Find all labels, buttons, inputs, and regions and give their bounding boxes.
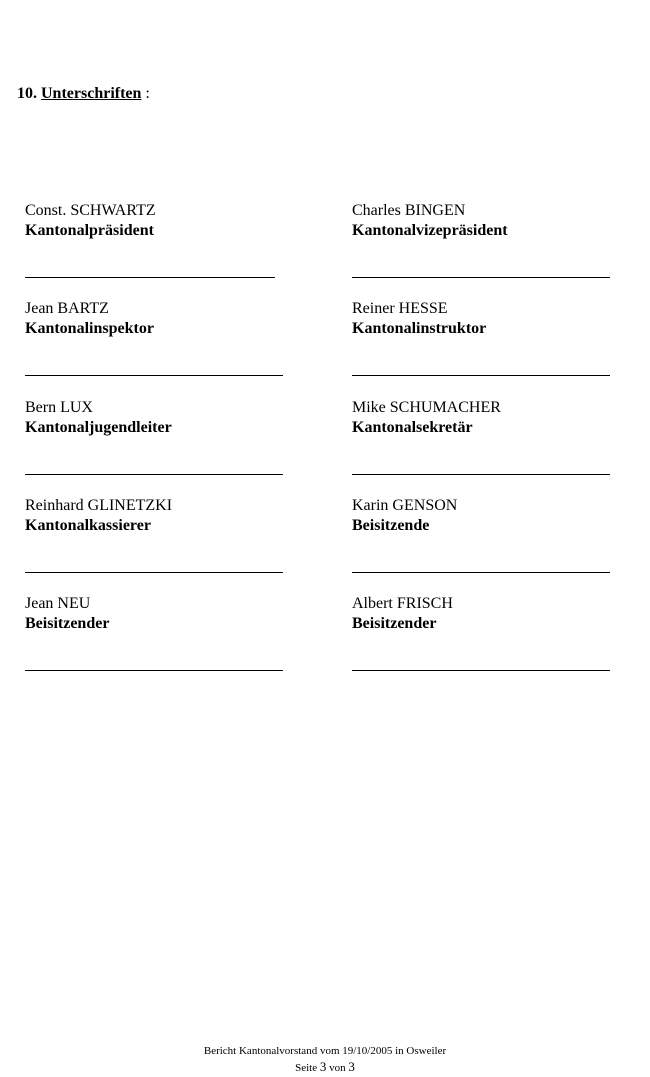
signatory-block <box>352 299 622 339</box>
signatory-name: Bern LUX <box>25 399 93 416</box>
signatory-block <box>25 496 295 536</box>
section-number: 10. <box>17 85 37 102</box>
signatory-block <box>25 201 295 241</box>
signature-line <box>25 474 283 475</box>
signatory-role: Kantonalsekretär <box>352 419 473 436</box>
footer-report-line: Bericht Kantonalvorstand vom 19/10/2005 in Osweiler <box>203 1045 447 1057</box>
signatory-name: Karin GENSON <box>352 497 458 514</box>
signature-line <box>352 670 610 671</box>
signature-line <box>25 375 283 376</box>
signatory-block <box>352 594 622 634</box>
signatory-name: Const. SCHWARTZ <box>25 202 156 219</box>
signatory-role: Kantonalkassierer <box>25 517 151 534</box>
signatory-role: Kantonalinspektor <box>25 320 154 337</box>
signatory-name: Jean BARTZ <box>25 300 109 317</box>
section-suffix: : <box>141 85 150 102</box>
signatory-block <box>25 299 295 339</box>
signatory-block <box>352 201 622 241</box>
signatory-role: Kantonalinstruktor <box>352 320 487 337</box>
signatory-name: Jean NEU <box>25 595 91 612</box>
signatory-name: Reinhard GLINETZKI <box>25 497 173 514</box>
signatory-role: Beisitzende <box>352 517 430 534</box>
page-current: 3 <box>319 1059 327 1074</box>
signatory-role: Kantonaljugendleiter <box>25 419 172 436</box>
signatory-block <box>25 594 295 634</box>
section-heading <box>17 85 150 103</box>
signatory-block <box>352 496 622 536</box>
signatory-name: Albert FRISCH <box>352 595 453 612</box>
signatory-role: Beisitzender <box>25 615 110 632</box>
page-footer <box>0 1044 650 1076</box>
page-total: 3 <box>348 1059 355 1074</box>
footer-page-number <box>0 1059 650 1076</box>
signatory-block <box>352 398 622 438</box>
signatory-role: Kantonalpräsident <box>25 222 154 239</box>
signature-line <box>25 670 283 671</box>
signature-line <box>352 572 610 573</box>
signature-line <box>352 375 610 376</box>
page-mid: von <box>326 1062 349 1074</box>
section-title: Unterschriften <box>41 85 142 102</box>
page-prefix: Seite <box>295 1062 320 1074</box>
signatory-role: Kantonalvizepräsident <box>352 222 508 239</box>
signature-line <box>352 277 610 278</box>
signatory-name: Mike SCHUMACHER <box>352 399 501 416</box>
signature-line <box>25 572 283 573</box>
signatory-block <box>25 398 295 438</box>
signature-line <box>352 474 610 475</box>
signatory-name: Charles BINGEN <box>352 202 466 219</box>
signature-line <box>25 277 275 278</box>
signatory-role: Beisitzender <box>352 615 437 632</box>
signatory-name: Reiner HESSE <box>352 300 448 317</box>
